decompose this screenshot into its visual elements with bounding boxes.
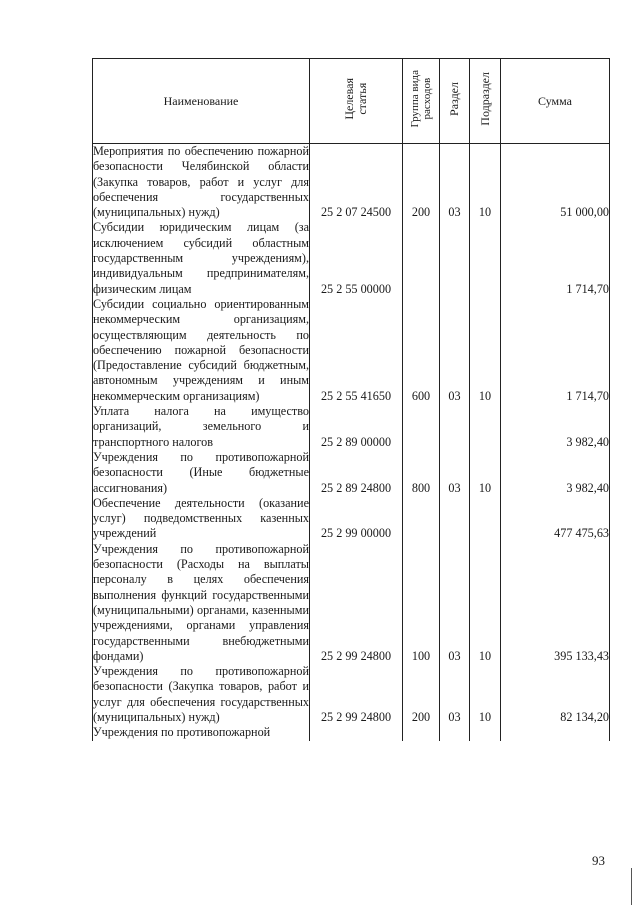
- header-subsection: Подраздел: [470, 59, 501, 144]
- row-group: 800: [403, 450, 440, 496]
- row-code: 25 2 99 00000: [310, 496, 403, 542]
- scan-edge-mark: [631, 868, 632, 905]
- row-section: 03: [440, 297, 470, 404]
- row-amount: 1 714,70: [501, 297, 610, 404]
- row-section: [440, 404, 470, 450]
- row-group: 100: [403, 542, 440, 664]
- row-subsection: [470, 725, 501, 740]
- row-group: 200: [403, 144, 440, 221]
- row-group: [403, 404, 440, 450]
- row-code: [310, 725, 403, 740]
- table-row: [93, 297, 610, 404]
- row-section: 03: [440, 664, 470, 725]
- header-name: Наименование: [93, 59, 310, 144]
- table-row: [93, 144, 610, 221]
- row-name: Учреждения по противопожарной безопасности (Иные бюджетные ассигнования): [93, 449, 309, 495]
- table-row: [93, 542, 610, 664]
- row-subsection: [470, 404, 501, 450]
- row-code: 25 2 89 24800: [310, 450, 403, 496]
- table-header-row: [93, 59, 610, 144]
- row-name: Субсидии юридическим лицам (за исключением субсидий областным государственным учреждениям), индивидуальным предпринимателям, физическим лицам: [93, 220, 309, 296]
- row-section: 03: [440, 450, 470, 496]
- row-amount: 51 000,00: [501, 144, 610, 221]
- header-target-article: Целевая статья: [310, 59, 403, 144]
- row-name: Мероприятия по обеспечению пожарной безопасности Челябинской области (Закупка товаров, работ и услуг для обеспечения государственных (муниципальных) нужд): [93, 144, 309, 220]
- row-section: [440, 496, 470, 542]
- row-section: 03: [440, 542, 470, 664]
- row-group: [403, 220, 440, 296]
- table-row: [93, 220, 610, 296]
- row-code: 25 2 99 24800: [310, 664, 403, 725]
- header-amount: Сумма: [501, 59, 610, 144]
- row-group: 200: [403, 664, 440, 725]
- row-name: Уплата налога на имущество организаций, земельного и транспортного налогов: [93, 404, 309, 449]
- row-subsection: [470, 496, 501, 542]
- row-name: Субсидии социально ориентированным некоммерческим организациям, осуществляющим деятельность по обеспечению пожарной безопасности (Предоставление субсидий бюджетным, автономным учреждениям и иным некоммерческим организациям): [93, 296, 309, 403]
- row-amount: [501, 725, 610, 740]
- row-section: [440, 725, 470, 740]
- row-subsection: 10: [470, 450, 501, 496]
- row-code: 25 2 07 24500: [310, 144, 403, 221]
- table-row: [93, 404, 610, 450]
- budget-table: [92, 58, 610, 741]
- row-section: 03: [440, 144, 470, 221]
- row-subsection: 10: [470, 297, 501, 404]
- row-group: 600: [403, 297, 440, 404]
- header-expense-group: Группа вида расходов: [403, 59, 440, 144]
- row-section: [440, 220, 470, 296]
- row-name: Обеспечение деятельности (оказание услуг) подведомственных казенных учреждений: [93, 495, 309, 541]
- row-amount: 82 134,20: [501, 664, 610, 725]
- header-section: Раздел: [440, 59, 470, 144]
- row-subsection: 10: [470, 144, 501, 221]
- row-subsection: 10: [470, 664, 501, 725]
- row-code: 25 2 55 00000: [310, 220, 403, 296]
- row-amount: 1 714,70: [501, 220, 610, 296]
- row-amount: 3 982,40: [501, 450, 610, 496]
- row-code: 25 2 89 00000: [310, 404, 403, 450]
- row-group: [403, 725, 440, 740]
- row-code: 25 2 99 24800: [310, 542, 403, 664]
- row-name: Учреждения по противопожарной безопасности (Расходы на выплаты персоналу в целях обеспечения выполнения функций государственными (муниципальными) органами, казенными учреждениями, органами управления государственными внебюджетными фондами): [93, 541, 309, 663]
- row-subsection: [470, 220, 501, 296]
- row-code: 25 2 55 41650: [310, 297, 403, 404]
- row-group: [403, 496, 440, 542]
- table-row: [93, 725, 610, 740]
- row-name: Учреждения по противопожарной: [93, 725, 310, 740]
- page-number: 93: [592, 853, 605, 868]
- table-row: [93, 450, 610, 496]
- table-row: [93, 496, 610, 542]
- row-subsection: 10: [470, 542, 501, 664]
- table-row: [93, 664, 610, 725]
- row-amount: 477 475,63: [501, 496, 610, 542]
- row-amount: 395 133,43: [501, 542, 610, 664]
- row-name: Учреждения по противопожарной безопасности (Закупка товаров, работ и услуг для обеспечения государственных (муниципальных) нужд): [93, 664, 309, 724]
- row-amount: 3 982,40: [501, 404, 610, 450]
